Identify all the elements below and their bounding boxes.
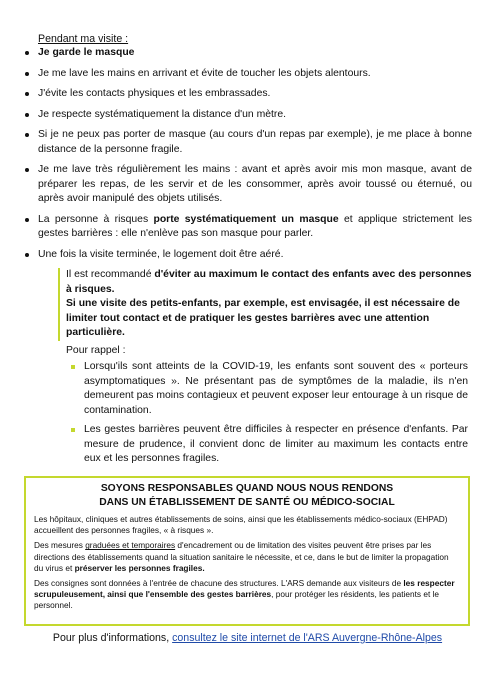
list-item bbox=[22, 87, 472, 102]
list-item bbox=[22, 46, 472, 61]
section-heading: Pendant ma visite : bbox=[38, 33, 129, 45]
box-text: Les hôpitaux, cliniques et autres établissements de soins, ainsi que les établissements médico-sociaux (EHPAD) accueillent des personnes fragiles, « à risques ». bbox=[34, 514, 448, 536]
bullet-icon bbox=[25, 253, 29, 257]
square-bullet-icon bbox=[71, 428, 75, 432]
box-paragraph bbox=[34, 578, 460, 612]
callout-text: Il est recommandé bbox=[66, 269, 155, 280]
footer bbox=[0, 632, 495, 644]
list-item bbox=[22, 213, 472, 242]
list-item-text: Lorsqu'ils sont atteints de la COVID-19, les enfants sont souvent des « porteurs asymptomatiques ». Ne présentant pas de symptômes de la maladie, ils n'en demeurent pas moins contagieux et peuvent exposer leur entourage à un risque de contamination. bbox=[84, 361, 468, 416]
list-item-text: Une fois la visite terminée, le logement doit être aéré. bbox=[38, 248, 284, 260]
box-paragraph bbox=[34, 514, 460, 536]
list-item bbox=[22, 163, 472, 207]
box-title-line: SOYONS RESPONSABLES QUAND NOUS NOUS RENDONS bbox=[100, 483, 394, 494]
footer-text: Pour plus d'informations, bbox=[52, 632, 173, 644]
list-item-text: Si je ne peux pas porter de masque (au cours d'un repas par exemple), je me place à bonne distance de la personne fragile. bbox=[38, 129, 472, 155]
list-item bbox=[22, 128, 472, 157]
list-item-text: Je me lave très régulièrement les mains : avant et après avoir mis mon masque, avant de préparer les repas, de les servir et de les consommer, après avoir toussé ou éternué, ou après avoir manipulé des objets utilisés. bbox=[38, 164, 472, 204]
health-facility-info-box bbox=[24, 476, 470, 626]
list-item bbox=[22, 67, 472, 82]
callout-emphasis: d'éviter au maximum le contact des enfants avec des personnes à risques. bbox=[66, 269, 472, 295]
bullet-icon bbox=[25, 218, 29, 222]
box-paragraph bbox=[34, 540, 460, 574]
list-item bbox=[22, 248, 472, 263]
list-item-text: Je respecte systématiquement la distance d'un mètre. bbox=[38, 108, 287, 120]
bullet-icon bbox=[25, 72, 29, 76]
list-item-text: La personne à risques bbox=[38, 213, 154, 225]
list-item-text: Les gestes barrières peuvent être difficiles à respecter en présence d'enfants. Par mesure de prudence, il convient donc de limiter au maximum les contacts entre eux et les personnes fragiles. bbox=[84, 424, 468, 464]
bullet-icon bbox=[25, 92, 29, 96]
box-emphasis: les respecter scrupuleusement, ainsi que l'ensemble des gestes barrières bbox=[34, 578, 455, 600]
box-text: Des mesures bbox=[34, 540, 86, 551]
list-item-text: J'évite les contacts physiques et les embrassades. bbox=[38, 88, 271, 99]
box-text: d'encadrement ou de limitation des visites peuvent être prises par les directions des établissements quand la situation sanitaire le nécessite, et ce, dans le but de limiter la propagation du virus et bbox=[34, 540, 449, 573]
list-item-emphasis: porte systématiquement un masque bbox=[153, 213, 339, 225]
box-text: Des consignes sont données à l'entrée de chacune des structures. L'ARS demande aux visiteurs de bbox=[34, 578, 404, 589]
reminder-list bbox=[68, 360, 468, 472]
square-bullet-icon bbox=[71, 365, 75, 369]
callout-paragraph bbox=[66, 268, 476, 297]
list-item-text: Je garde le masque bbox=[38, 47, 135, 58]
children-recommendation-callout bbox=[58, 268, 476, 341]
ars-website-link[interactable]: consultez le site internet de l'ARS Auvergne-Rhône-Alpes bbox=[172, 632, 443, 644]
box-title-line: DANS UN ÉTABLISSEMENT DE SANTÉ OU MÉDICO-SOCIAL bbox=[99, 497, 395, 508]
list-item-text: et applique strictement les gestes barrières : elle n'enlève pas son masque pour parler. bbox=[38, 213, 472, 239]
box-text: , pour protéger les résidents, les patients et le personnel. bbox=[34, 589, 440, 611]
bullet-icon bbox=[25, 168, 29, 172]
list-item bbox=[68, 423, 468, 467]
box-title bbox=[34, 482, 460, 510]
reminder-label: Pour rappel : bbox=[66, 345, 126, 356]
box-emphasis: préserver les personnes fragiles. bbox=[74, 562, 205, 573]
visit-guidelines-list bbox=[22, 46, 472, 268]
bullet-icon bbox=[25, 51, 29, 55]
callout-emphasis: Si une visite des petits-enfants, par exemple, est envisagée, il est nécessaire de limiter tout contact et de pratiquer les gestes barrières avec une attention particulière. bbox=[66, 298, 460, 338]
list-item bbox=[68, 360, 468, 418]
bullet-icon bbox=[25, 133, 29, 137]
callout-paragraph bbox=[66, 297, 476, 341]
list-item bbox=[22, 108, 472, 123]
bullet-icon bbox=[25, 113, 29, 117]
box-underlined-text: graduées et temporaires bbox=[85, 540, 176, 551]
list-item-text: Je me lave les mains en arrivant et évite de toucher les objets alentours. bbox=[38, 67, 371, 79]
